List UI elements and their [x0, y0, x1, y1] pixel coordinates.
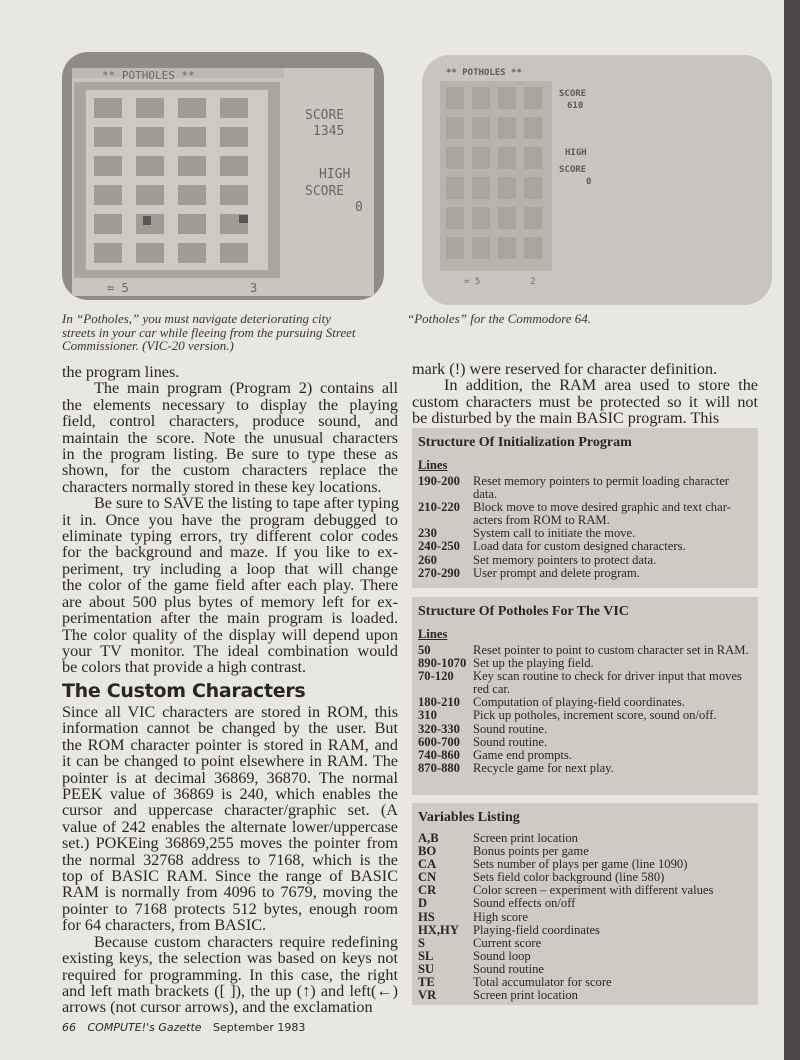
text-line: existing keys, the selection was based on keys not: [62, 949, 398, 968]
row-description: User prompt and delete program.: [473, 565, 640, 580]
caption-line: streets in your car while fleeing from the pursuing Street: [62, 324, 356, 340]
vic-score-label: SCORE: [305, 108, 345, 123]
vic-cars: 3: [250, 281, 258, 295]
row-description: Screen print location: [473, 988, 578, 1003]
row-description: Sound routine: [473, 961, 545, 976]
magazine-name: COMPUTE!'s Gazette: [87, 1021, 202, 1034]
box-title: Structure Of Initialization Program: [418, 435, 632, 450]
text-line: pointer is at decimal 36869, 36870. The normal: [62, 768, 398, 787]
maze-block: [136, 156, 164, 176]
row-description: Set memory pointers to protect data.: [473, 552, 657, 567]
row-key: 890-1070: [418, 656, 467, 671]
text-line: custom characters must be protected so it will not: [412, 392, 758, 411]
page-edge-shadow: [784, 0, 800, 1060]
maze-block: [136, 127, 164, 147]
text-line: the normal 32768 address to 7168, which is the: [62, 850, 398, 869]
c64-title: ** POTHOLES **: [446, 68, 522, 78]
row-key: HX,HY: [418, 922, 459, 937]
c64-lives: = 5: [464, 277, 481, 287]
row-description: Game end prompts.: [473, 747, 572, 762]
text-line: set.) POKEing 36869,255 moves the pointer from: [62, 834, 398, 853]
row-description: Playing-field coordinates: [473, 922, 600, 937]
row-key: SL: [418, 948, 434, 963]
row-key: A,B: [418, 831, 439, 845]
table-row: [418, 762, 758, 775]
text-line: be disturbed by the main BASIC program. This: [412, 409, 720, 428]
text-line: the color of the game field after each play. There: [62, 576, 398, 595]
table-row: [418, 540, 758, 553]
row-description: Recycle game for next play.: [473, 760, 614, 775]
caption-line: In “Potholes,” you must navigate deteriorating city: [62, 311, 331, 326]
row-description: Screen print location: [473, 831, 578, 845]
maze-block: [446, 207, 464, 229]
table-row: [418, 670, 758, 696]
row-key: VR: [418, 988, 437, 1003]
row-description: Sound routine.: [473, 721, 548, 736]
text-line: RAM is normally from 4096 to 7679, moving the: [62, 883, 398, 902]
c64-screenshot: [422, 55, 772, 305]
table-row: [418, 736, 758, 749]
row-key: 70-120: [418, 669, 454, 684]
c64-score-label: SCORE: [559, 89, 587, 99]
row-description: Sets field color background (line 580): [473, 870, 665, 885]
init-program-structure-box: [412, 428, 758, 588]
text-line: field, control characters, produce sound, and: [62, 412, 398, 431]
row-key: 190-200: [418, 474, 460, 488]
table-row: [418, 950, 758, 963]
text-line: it can be changed to point elsewhere in RAM. The: [62, 752, 398, 771]
row-description: Reset memory pointers to permit loading character data.: [473, 474, 729, 502]
c64-high-score: 0: [586, 177, 592, 187]
maze-block: [524, 237, 542, 259]
text-line: cursor and uppercase character/graphic set. (A: [62, 801, 398, 820]
maze-block: [446, 177, 464, 199]
table-row: [418, 501, 758, 527]
vic-lives: = 5: [107, 281, 129, 295]
c64-caption: “Potholes” for the Commodore 64.: [407, 311, 592, 326]
maze-block: [94, 214, 122, 234]
row-key: 50: [418, 643, 431, 657]
row-key: 600-700: [418, 734, 460, 749]
text-line: it in. Once you have the program debugged to: [62, 510, 398, 529]
text-line: for 64 characters, from BASIC.: [62, 916, 267, 935]
maze-block: [472, 207, 490, 229]
text-line: In addition, the RAM area used to store the: [444, 376, 758, 395]
maze-block: [524, 117, 542, 139]
text-line: perimentation after the main program is loaded.: [62, 609, 398, 628]
table-row: [418, 567, 758, 580]
maze-block: [524, 207, 542, 229]
row-description: System call to initiate the move.: [473, 526, 636, 541]
vic-pursuer-car: [239, 215, 248, 223]
maze-block: [136, 243, 164, 263]
row-description: Key scan routine to check for driver input that moves red car.: [473, 669, 742, 697]
caption-line: Commissioner. (VIC-20 version.): [62, 338, 234, 353]
vic-score: 1345: [313, 124, 345, 139]
row-description: Reset pointer to point to custom character set in RAM.: [473, 643, 749, 657]
box-subtitle: Lines: [418, 627, 448, 641]
maze-block: [472, 237, 490, 259]
row-key: HS: [418, 909, 435, 924]
maze-block: [136, 185, 164, 205]
box-title: Variables Listing: [418, 810, 520, 825]
text-line: are about 500 plus bytes of memory left for ex-: [62, 592, 398, 611]
page-footer: [62, 1021, 313, 1034]
row-description: Sound loop: [473, 948, 531, 963]
maze-block: [94, 98, 122, 118]
row-description: Load data for custom designed characters.: [473, 539, 686, 554]
maze-block: [498, 177, 516, 199]
maze-block: [498, 147, 516, 169]
maze-block: [498, 87, 516, 109]
row-key: S: [418, 935, 426, 950]
text-line: shown, for the custom characters replace the: [62, 461, 398, 480]
maze-block: [220, 185, 248, 205]
maze-block: [472, 177, 490, 199]
left-column-top: [62, 364, 398, 676]
maze-block: [524, 87, 542, 109]
text-line: the ROM character pointer is stored in RAM, and: [62, 735, 398, 754]
table-row: [418, 749, 758, 762]
text-line: Since all VIC characters are stored in ROM, this: [62, 703, 398, 721]
maze-block: [220, 156, 248, 176]
right-column-top: [412, 361, 758, 427]
text-line: in the program listing. Be sure to type these as: [62, 445, 398, 464]
row-key: 240-250: [418, 539, 460, 554]
row-description: High score: [473, 909, 528, 924]
row-description: Pick up potholes, increment score, sound on/off.: [473, 708, 717, 723]
row-key: 230: [418, 526, 437, 541]
maze-block: [472, 147, 490, 169]
text-line: pointer to 7168 protects 512 bytes, enough room: [62, 899, 398, 918]
maze-block: [498, 237, 516, 259]
text-line: and left math brackets ([ ]), the up (↑) and left(←): [62, 981, 398, 1000]
issue-date: September 1983: [213, 1021, 306, 1034]
c64-score: 610: [567, 101, 584, 111]
maze-block: [178, 243, 206, 263]
variables-listing-box: [412, 803, 758, 1005]
row-key: 870-880: [418, 760, 460, 775]
row-description: Color screen – experiment with different values: [473, 883, 714, 898]
box-title: Structure Of Potholes For The VIC: [418, 604, 629, 619]
c64-cars: 2: [530, 277, 536, 287]
text-line: eliminate typing errors, try different color codes: [62, 527, 398, 546]
maze-block: [178, 127, 206, 147]
maze-block: [220, 243, 248, 263]
row-description: Current score: [473, 935, 542, 950]
maze-block: [220, 127, 248, 147]
left-column-bottom: [62, 704, 398, 1016]
text-line: PEEK value of 36869 is 240, which enables the: [62, 785, 398, 804]
maze-block: [472, 117, 490, 139]
maze-block: [446, 117, 464, 139]
text-line: The color quality of the display will depend upon: [62, 625, 398, 644]
text-line: information cannot be changed by the user. But: [62, 719, 398, 738]
table-row: [418, 723, 758, 736]
row-key: D: [418, 896, 428, 911]
row-key: 210-220: [418, 500, 460, 515]
row-key: CN: [418, 870, 437, 885]
table-row: [418, 989, 758, 1002]
row-key: CR: [418, 883, 437, 898]
table-row: [418, 884, 758, 897]
row-key: 320-330: [418, 721, 460, 736]
vic-player-car: [143, 216, 151, 225]
text-line: be colors that provide a high contrast.: [62, 658, 307, 677]
vic-caption: [62, 312, 356, 353]
text-line: mark (!) were reserved for character definition.: [412, 360, 718, 378]
text-line: the program lines.: [62, 363, 180, 381]
row-description: Computation of playing-field coordinates.: [473, 695, 685, 710]
maze-block: [136, 98, 164, 118]
maze-block: [178, 185, 206, 205]
vic-screenshot: [62, 52, 384, 300]
row-key: 740-860: [418, 747, 460, 762]
text-line: arrows (not cursor arrows), and the exclamation: [62, 998, 373, 1017]
table-row: [418, 976, 758, 989]
maze-block: [524, 147, 542, 169]
row-description: Sets number of plays per game (line 1090): [473, 857, 688, 872]
vic-high-score: 0: [355, 200, 363, 215]
maze-block: [498, 117, 516, 139]
row-key: 270-290: [418, 565, 460, 580]
vic-structure-box: [412, 597, 758, 795]
maze-block: [94, 243, 122, 263]
maze-block: [178, 98, 206, 118]
row-description: Sound effects on/off: [473, 896, 576, 911]
table-row: [418, 709, 758, 722]
row-key: SU: [418, 961, 435, 976]
row-key: TE: [418, 975, 435, 990]
text-line: periment, try including a loop that will change: [62, 559, 398, 578]
text-line: required for programming. In this case, the right: [62, 965, 398, 984]
page-number: 66: [62, 1021, 76, 1034]
c64-high-score-label: SCORE: [559, 165, 587, 175]
table-row: [418, 911, 758, 924]
vic-high-score-label: SCORE: [305, 184, 345, 199]
maze-block: [94, 156, 122, 176]
vic-high-label: HIGH: [319, 167, 351, 182]
maze-block: [446, 237, 464, 259]
maze-block: [220, 98, 248, 118]
text-line: The main program (Program 2) contains all: [94, 379, 398, 398]
text-line: maintain the score. Note the unusual characters: [62, 428, 398, 447]
text-line: your TV monitor. The ideal combination would: [62, 641, 398, 660]
table-row: [418, 554, 758, 567]
maze-block: [94, 185, 122, 205]
table-row: [418, 937, 758, 950]
row-key: CA: [418, 857, 437, 872]
text-line: for the background and maze. If you like to ex-: [62, 543, 398, 562]
box-subtitle: Lines: [418, 458, 448, 472]
maze-block: [446, 147, 464, 169]
row-key: 260: [418, 552, 437, 567]
maze-block: [498, 207, 516, 229]
maze-block: [524, 177, 542, 199]
text-line: Be sure to SAVE the listing to tape after typing: [94, 494, 399, 513]
maze-block: [178, 214, 206, 234]
table-row: [418, 897, 758, 910]
row-key: 180-210: [418, 695, 460, 710]
row-description: Block move to move desired graphic and text char-acters from ROM to RAM.: [473, 500, 731, 528]
text-line: value of 242 enables the alternate lower/uppercase: [62, 817, 398, 836]
c64-high-label: HIGH: [565, 148, 587, 158]
maze-block: [94, 127, 122, 147]
maze-block: [446, 87, 464, 109]
section-heading: The Custom Characters: [62, 680, 306, 702]
text-line: the elements necessary to display the playing: [62, 395, 398, 414]
row-description: Set up the playing field.: [473, 656, 594, 671]
row-key: 310: [418, 708, 437, 723]
table-row: [418, 475, 758, 501]
row-description: Bonus points per game: [473, 844, 589, 859]
text-line: top of BASIC RAM. Since the range of BASIC: [62, 867, 398, 886]
text-line: characters normally stored in these key locations.: [62, 477, 382, 496]
row-key: BO: [418, 844, 437, 859]
table-row: [418, 924, 758, 937]
maze-block: [472, 87, 490, 109]
row-description: Total accumulator for score: [473, 975, 612, 990]
vic-title: ** POTHOLES **: [102, 69, 195, 82]
text-line: Because custom characters require redefining: [94, 932, 398, 951]
maze-block: [178, 156, 206, 176]
row-description: Sound routine.: [473, 734, 548, 749]
